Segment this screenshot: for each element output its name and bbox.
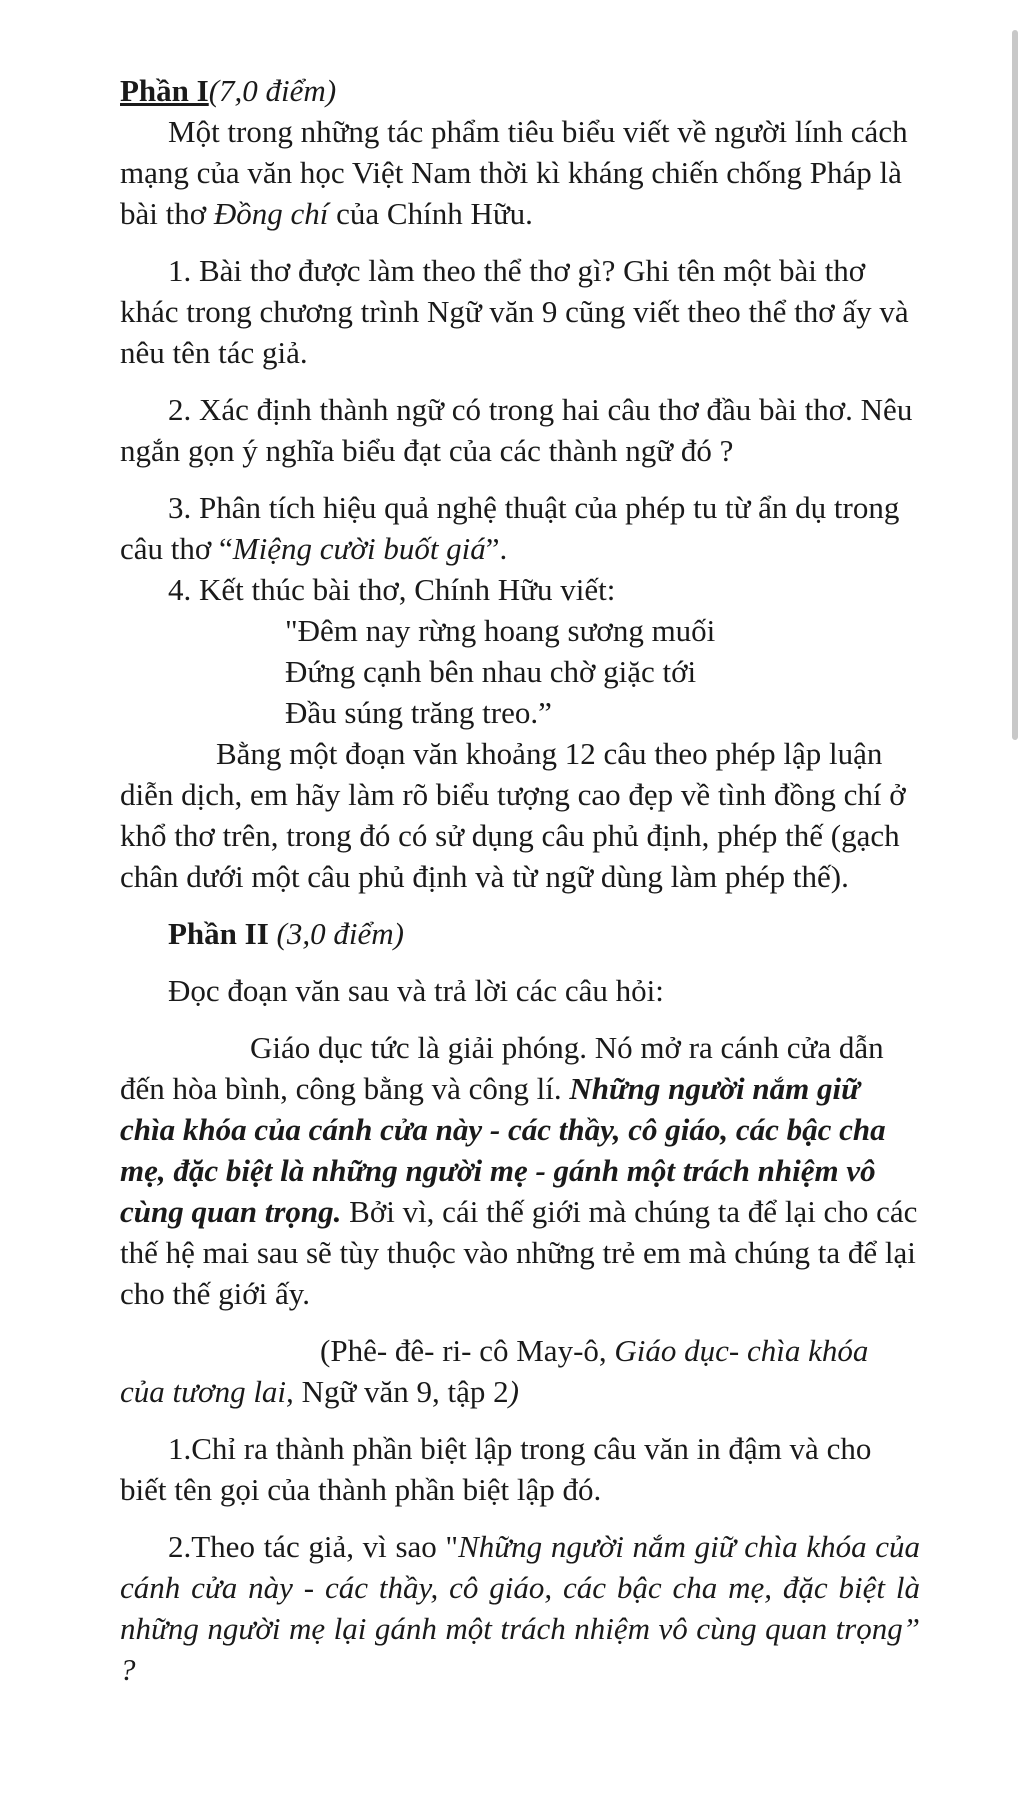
poem-line: Đứng cạnh bên nhau chờ giặc tới xyxy=(285,654,697,689)
part2-points: (3,0 điểm) xyxy=(276,916,404,951)
part2-title xyxy=(120,913,920,954)
poem-excerpt xyxy=(120,610,920,733)
q3-quote: Miệng cười buốt giá xyxy=(232,531,486,566)
part1-question-4-task: Bằng một đoạn văn khoảng 12 câu theo phép lập luận diễn dịch, em hãy làm rõ biểu tượng cao đẹp về tình đồng chí ở khổ thơ trên, trong đó có sử dụng câu phủ định, phép thế (gạch chân dưới một câu phủ định và từ ngữ dùng làm phép thế). xyxy=(120,736,906,894)
passage-bold-sentence: Những người nắm giữ chìa khóa của cánh cửa này - các thầy, cô giáo, các bậc cha mẹ, đặc biệt là những người mẹ - gánh một trách nhiệm vô cùng quan trọng. xyxy=(120,1071,886,1229)
poem-title: Đồng chí xyxy=(213,196,329,231)
passage-source: (Phê- đê- ri- cô May-ô, Giáo dục- chìa khóa của tương lai, Ngữ văn 9, tập 2) xyxy=(120,1333,869,1409)
exam-page xyxy=(120,70,920,1690)
scrollbar-thumb[interactable] xyxy=(1012,30,1018,740)
part2-question-1: 1.Chỉ ra thành phần biệt lập trong câu văn in đậm và cho biết tên gọi của thành phần biệt lập đó. xyxy=(120,1431,872,1507)
part1-question-4: 4. Kết thúc bài thơ, Chính Hữu viết: xyxy=(168,572,616,607)
part2-passage: Giáo dục tức là giải phóng. Nó mở ra cánh cửa dẫn đến hòa bình, công bằng và công lí. Những người nắm giữ chìa khóa của cánh cửa này - các thầy, cô giáo, các bậc cha mẹ, đặc biệt là những người mẹ - gánh một trách nhiệm vô cùng quan trọng. Bởi vì, cái thế giới mà chúng ta để lại cho các thế hệ mai sau sẽ tùy thuộc vào những trẻ em mà chúng ta để lại cho thế giới ấy. xyxy=(120,1030,918,1311)
part1-question-2: 2. Xác định thành ngữ có trong hai câu thơ đầu bài thơ. Nêu ngắn gọn ý nghĩa biểu đạt của các thành ngữ đó ? xyxy=(120,392,913,468)
part1-intro: Một trong những tác phẩm tiêu biểu viết về người lính cách mạng của văn học Việt Nam thời kì kháng chiến chống Pháp là bài thơ Đồng chí của Chính Hữu. xyxy=(120,114,908,231)
part1-points: (7,0 điểm) xyxy=(208,73,337,108)
part2-instruction: Đọc đoạn văn sau và trả lời các câu hỏi: xyxy=(168,973,664,1008)
part1-title xyxy=(120,70,920,111)
part1-heading: Phần I xyxy=(120,73,209,108)
vertical-scrollbar[interactable] xyxy=(1012,30,1020,1820)
part1-question-3: 3. Phân tích hiệu quả nghệ thuật của phép tu từ ẩn dụ trong câu thơ “Miệng cười buốt giá”. xyxy=(120,490,900,566)
poem-line: "Đêm nay rừng hoang sương muối xyxy=(285,613,716,648)
part1-question-1: 1. Bài thơ được làm theo thể thơ gì? Ghi tên một bài thơ khác trong chương trình Ngữ văn 9 cũng viết theo thể thơ ấy và nêu tên tác giả. xyxy=(120,253,909,370)
part2-question-2: 2.Theo tác giả, vì sao "Những người nắm giữ chìa khóa của cánh cửa này - các thầy, cô giáo, các bậc cha mẹ, đặc biệt là những người mẹ lại gánh một trách nhiệm vô cùng quan trọng” ? xyxy=(120,1529,920,1687)
part2-heading: Phần II xyxy=(168,916,269,951)
poem-line: Đầu súng trăng treo.” xyxy=(285,695,552,730)
